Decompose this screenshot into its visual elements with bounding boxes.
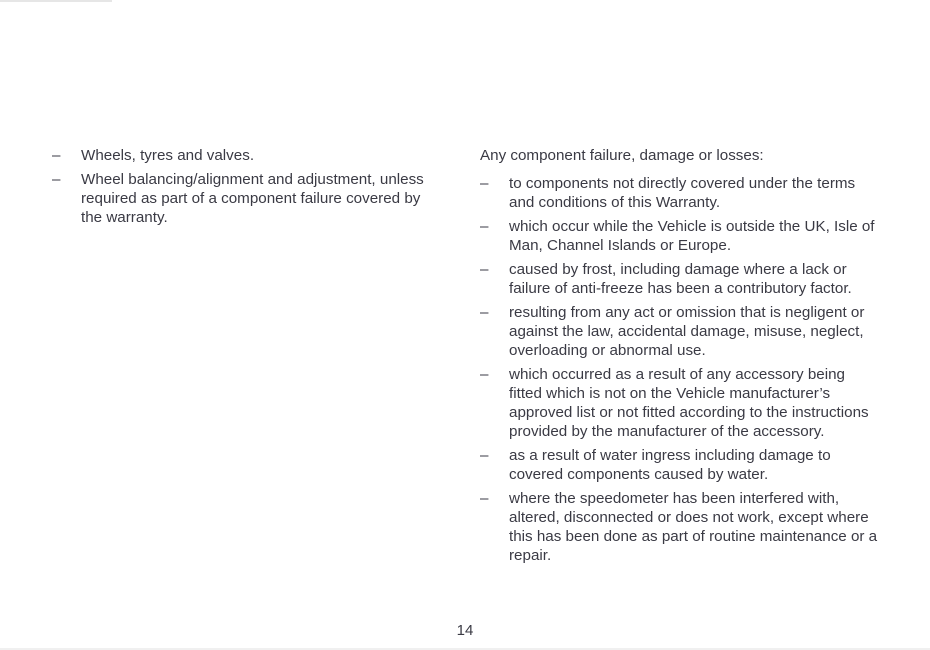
section-intro: Any component failure, damage or losses: (480, 147, 764, 164)
list-item-text: Wheel balancing/alignment and adjustment, unless required as part of a component failure covered by the warranty. (81, 171, 424, 226)
dash-bullet: – (480, 447, 489, 464)
list-item-text: where the speedometer has been interfered with, altered, disconnected or does not work, except where this has been done as part of routine maintenance or a repair. (509, 490, 878, 564)
right-exclusion-list (480, 174, 880, 565)
list-item-text: as a result of water ingress including damage to covered components caused by water. (509, 447, 831, 483)
dash-bullet: – (52, 171, 61, 188)
list-item-text: Wheels, tyres and valves. (81, 147, 255, 164)
dash-bullet: – (480, 366, 489, 383)
dash-bullet: – (480, 261, 489, 278)
right-column (480, 146, 880, 570)
dash-bullet: – (480, 490, 489, 507)
list-item (480, 365, 880, 441)
dash-bullet: – (52, 147, 61, 164)
dash-bullet: – (480, 218, 489, 235)
list-item (480, 489, 880, 565)
list-item (480, 217, 880, 255)
page-number: 14 (456, 622, 474, 639)
left-column (52, 146, 438, 232)
list-item-text: to components not directly covered under the terms and conditions of this Warranty. (509, 175, 856, 211)
list-item-text: resulting from any act or omission that is negligent or against the law, accidental damage, misuse, neglect, overloading or abnormal use. (509, 304, 865, 359)
list-item (480, 446, 880, 484)
list-item-text: which occurred as a result of any accessory being fitted which is not on the Vehicle manufacturer’s approved list or not fitted according to the instructions provided by the manufacturer of the accessory. (509, 366, 869, 440)
list-item (480, 303, 880, 360)
dash-bullet: – (480, 304, 489, 321)
list-item (480, 174, 880, 212)
list-item (52, 146, 438, 165)
left-exclusion-list (52, 146, 438, 227)
list-item-text: caused by frost, including damage where a lack or failure of anti-freeze has been a contributory factor. (509, 261, 852, 297)
corner-shade (0, 0, 112, 2)
list-item (480, 260, 880, 298)
dash-bullet: – (480, 175, 489, 192)
list-item-text: which occur while the Vehicle is outside the UK, Isle of Man, Channel Islands or Europe. (509, 218, 875, 254)
list-item (52, 170, 438, 227)
